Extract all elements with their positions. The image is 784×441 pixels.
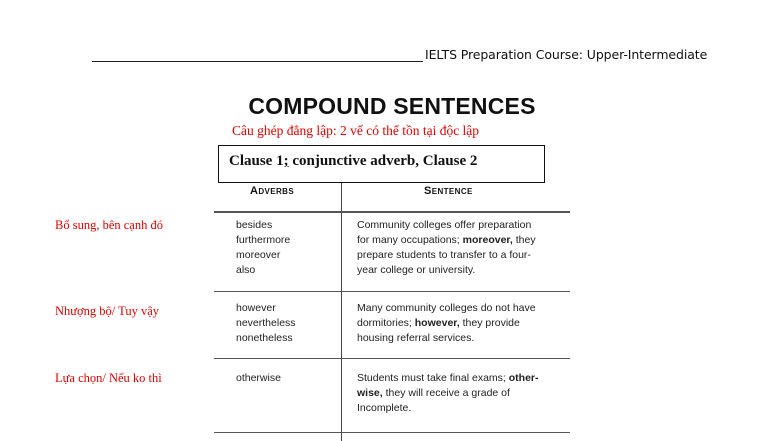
sentence-line <box>357 331 572 346</box>
course-header: IELTS Preparation Course: Upper-Intermediate <box>425 47 708 62</box>
adverb-item: furthermore <box>236 234 291 246</box>
sentence-text: they provide <box>459 317 520 329</box>
formula-conjunctive-adverb: conjunctive adverb <box>288 153 416 169</box>
highlighted-adverb: other- <box>508 372 539 384</box>
sentence-line <box>357 218 572 233</box>
example-sentence <box>357 371 572 416</box>
row-divider <box>214 291 570 292</box>
row-note-concession: Nhượng bộ/ Tuy vậy <box>55 304 160 318</box>
row-note-alternative: Lựa chọn/ Nếu ko thì <box>55 371 162 385</box>
page-title: COMPOUND SENTENCES <box>248 93 536 119</box>
formula-clause-1: Clause 1 <box>229 153 284 169</box>
sentence-text: housing referral services. <box>357 332 475 344</box>
adverb-item: otherwise <box>236 372 281 384</box>
sentence-text: they will receive a grade of <box>382 387 510 399</box>
formula <box>229 153 477 170</box>
sentence-line <box>357 371 572 386</box>
sentence-text: they <box>512 234 536 246</box>
column-divider <box>341 183 342 441</box>
sentence-line <box>357 316 572 331</box>
column-header-sentence: Sentence <box>424 185 473 197</box>
sentence-text: year college or university. <box>357 264 476 276</box>
adverb-list <box>236 301 296 346</box>
adverb-item: nonetheless <box>236 332 293 344</box>
sentence-line <box>357 401 572 416</box>
adverb-list <box>236 371 281 386</box>
highlighted-adverb: however, <box>414 317 460 329</box>
formula-clause-2: Clause 2 <box>419 153 478 169</box>
adverb-item: also <box>236 264 256 276</box>
formula-comma: , <box>415 153 420 169</box>
highlighted-adverb: moreover, <box>462 234 513 246</box>
adverb-item: besides <box>236 219 273 231</box>
example-sentence <box>357 218 572 278</box>
sentence-text: Many community colleges do not have <box>357 302 536 314</box>
row-divider <box>214 432 570 433</box>
header-rule <box>92 61 423 62</box>
highlighted-adverb: wise, <box>357 387 383 399</box>
adverb-list <box>236 218 290 278</box>
adverb-item: moreover <box>236 249 281 261</box>
sentence-line <box>357 263 572 278</box>
sentence-text: prepare students to transfer to a four- <box>357 249 531 261</box>
adverb-item: however <box>236 302 276 314</box>
row-note-addition: Bổ sung, bên cạnh đó <box>55 218 163 232</box>
sentence-text: Community colleges offer preparation <box>357 219 532 231</box>
column-header-adverbs: Adverbs <box>250 185 295 197</box>
sentence-text: Students must take final exams; <box>357 372 509 384</box>
title-translation: Câu ghép đẳng lập: 2 vế có thể tồn tại độc lập <box>232 123 480 138</box>
sentence-text: dormitories; <box>357 317 415 329</box>
sentence-line <box>357 233 572 248</box>
sentence-line <box>357 248 572 263</box>
sentence-text: Incomplete. <box>357 402 412 414</box>
formula-semicolon: ; <box>283 153 289 169</box>
sentence-line <box>357 386 572 401</box>
example-sentence <box>357 301 572 346</box>
sentence-line <box>357 301 572 316</box>
adverb-item: nevertheless <box>236 317 296 329</box>
row-divider <box>214 358 570 359</box>
header-row-divider <box>214 211 570 213</box>
sentence-text: for many occupations; <box>357 234 463 246</box>
